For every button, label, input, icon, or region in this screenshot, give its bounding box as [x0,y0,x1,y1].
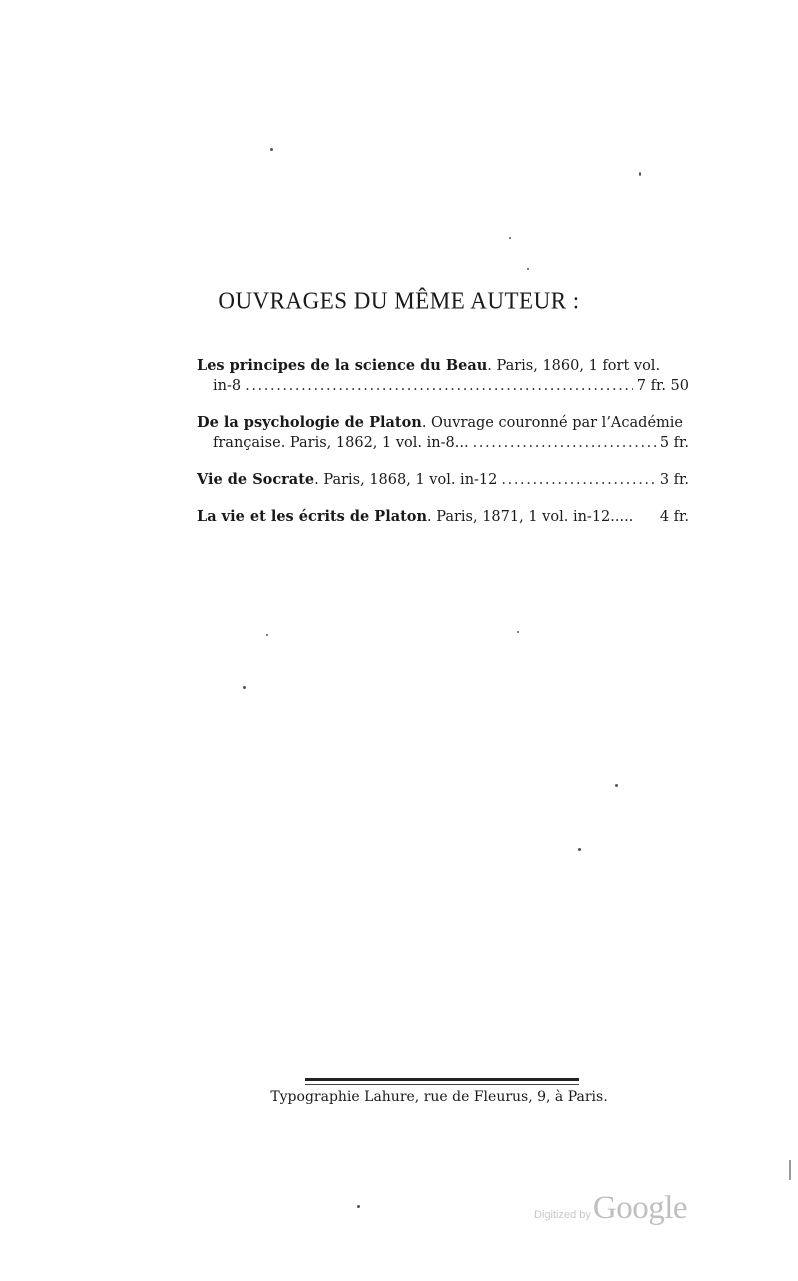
work-title: La vie et les écrits de Platon [197,508,428,525]
list-item [197,413,689,453]
work-price: 4 fr. [659,509,689,525]
work-details: . Paris, 1860, 1 fort vol. [487,358,661,374]
dot-leader [501,470,655,490]
work-details: . Paris, 1871, 1 vol. in-12..... [427,509,634,525]
scan-speck [578,848,581,851]
scan-speck [615,784,618,787]
work-title: Vie de Socrate [197,471,315,488]
work-details: . Ouvrage couronné par l’Académie [421,415,683,431]
digitized-watermark [534,1190,687,1227]
google-logo: Google [592,1190,688,1226]
list-item [197,507,689,527]
works-list [197,356,689,544]
scan-speck [639,172,641,176]
work-title: Les principes de la science du Beau [197,357,488,374]
list-item [197,356,689,396]
work-details: . Paris, 1868, 1 vol. in-12 [314,472,498,488]
dot-leader [245,376,633,396]
scan-speck [243,686,246,689]
work-price: 7 fr. 50 [636,378,689,394]
scan-speck [789,1160,791,1180]
watermark-prefix: Digitized by [534,1209,591,1221]
scan-speck [509,237,511,239]
work-format: in-8 [213,378,242,394]
divider [305,1084,579,1085]
work-title: De la psychologie de Platon [197,414,422,431]
dot-leader [473,433,656,453]
work-price: 3 fr. [659,472,689,488]
page-heading: OUVRAGES DU MÊME AUTEUR : [218,287,580,314]
scan-speck [270,148,273,151]
work-price: 5 fr. [659,435,689,451]
work-format: française. Paris, 1862, 1 vol. in-8... [213,435,469,451]
scan-speck [266,634,268,636]
divider [305,1078,579,1081]
scan-speck [517,631,519,633]
list-item [197,470,689,490]
printer-imprint: Typographie Lahure, rue de Fleurus, 9, à Paris. [270,1089,608,1105]
scan-speck [527,268,529,270]
scan-speck [357,1205,360,1208]
